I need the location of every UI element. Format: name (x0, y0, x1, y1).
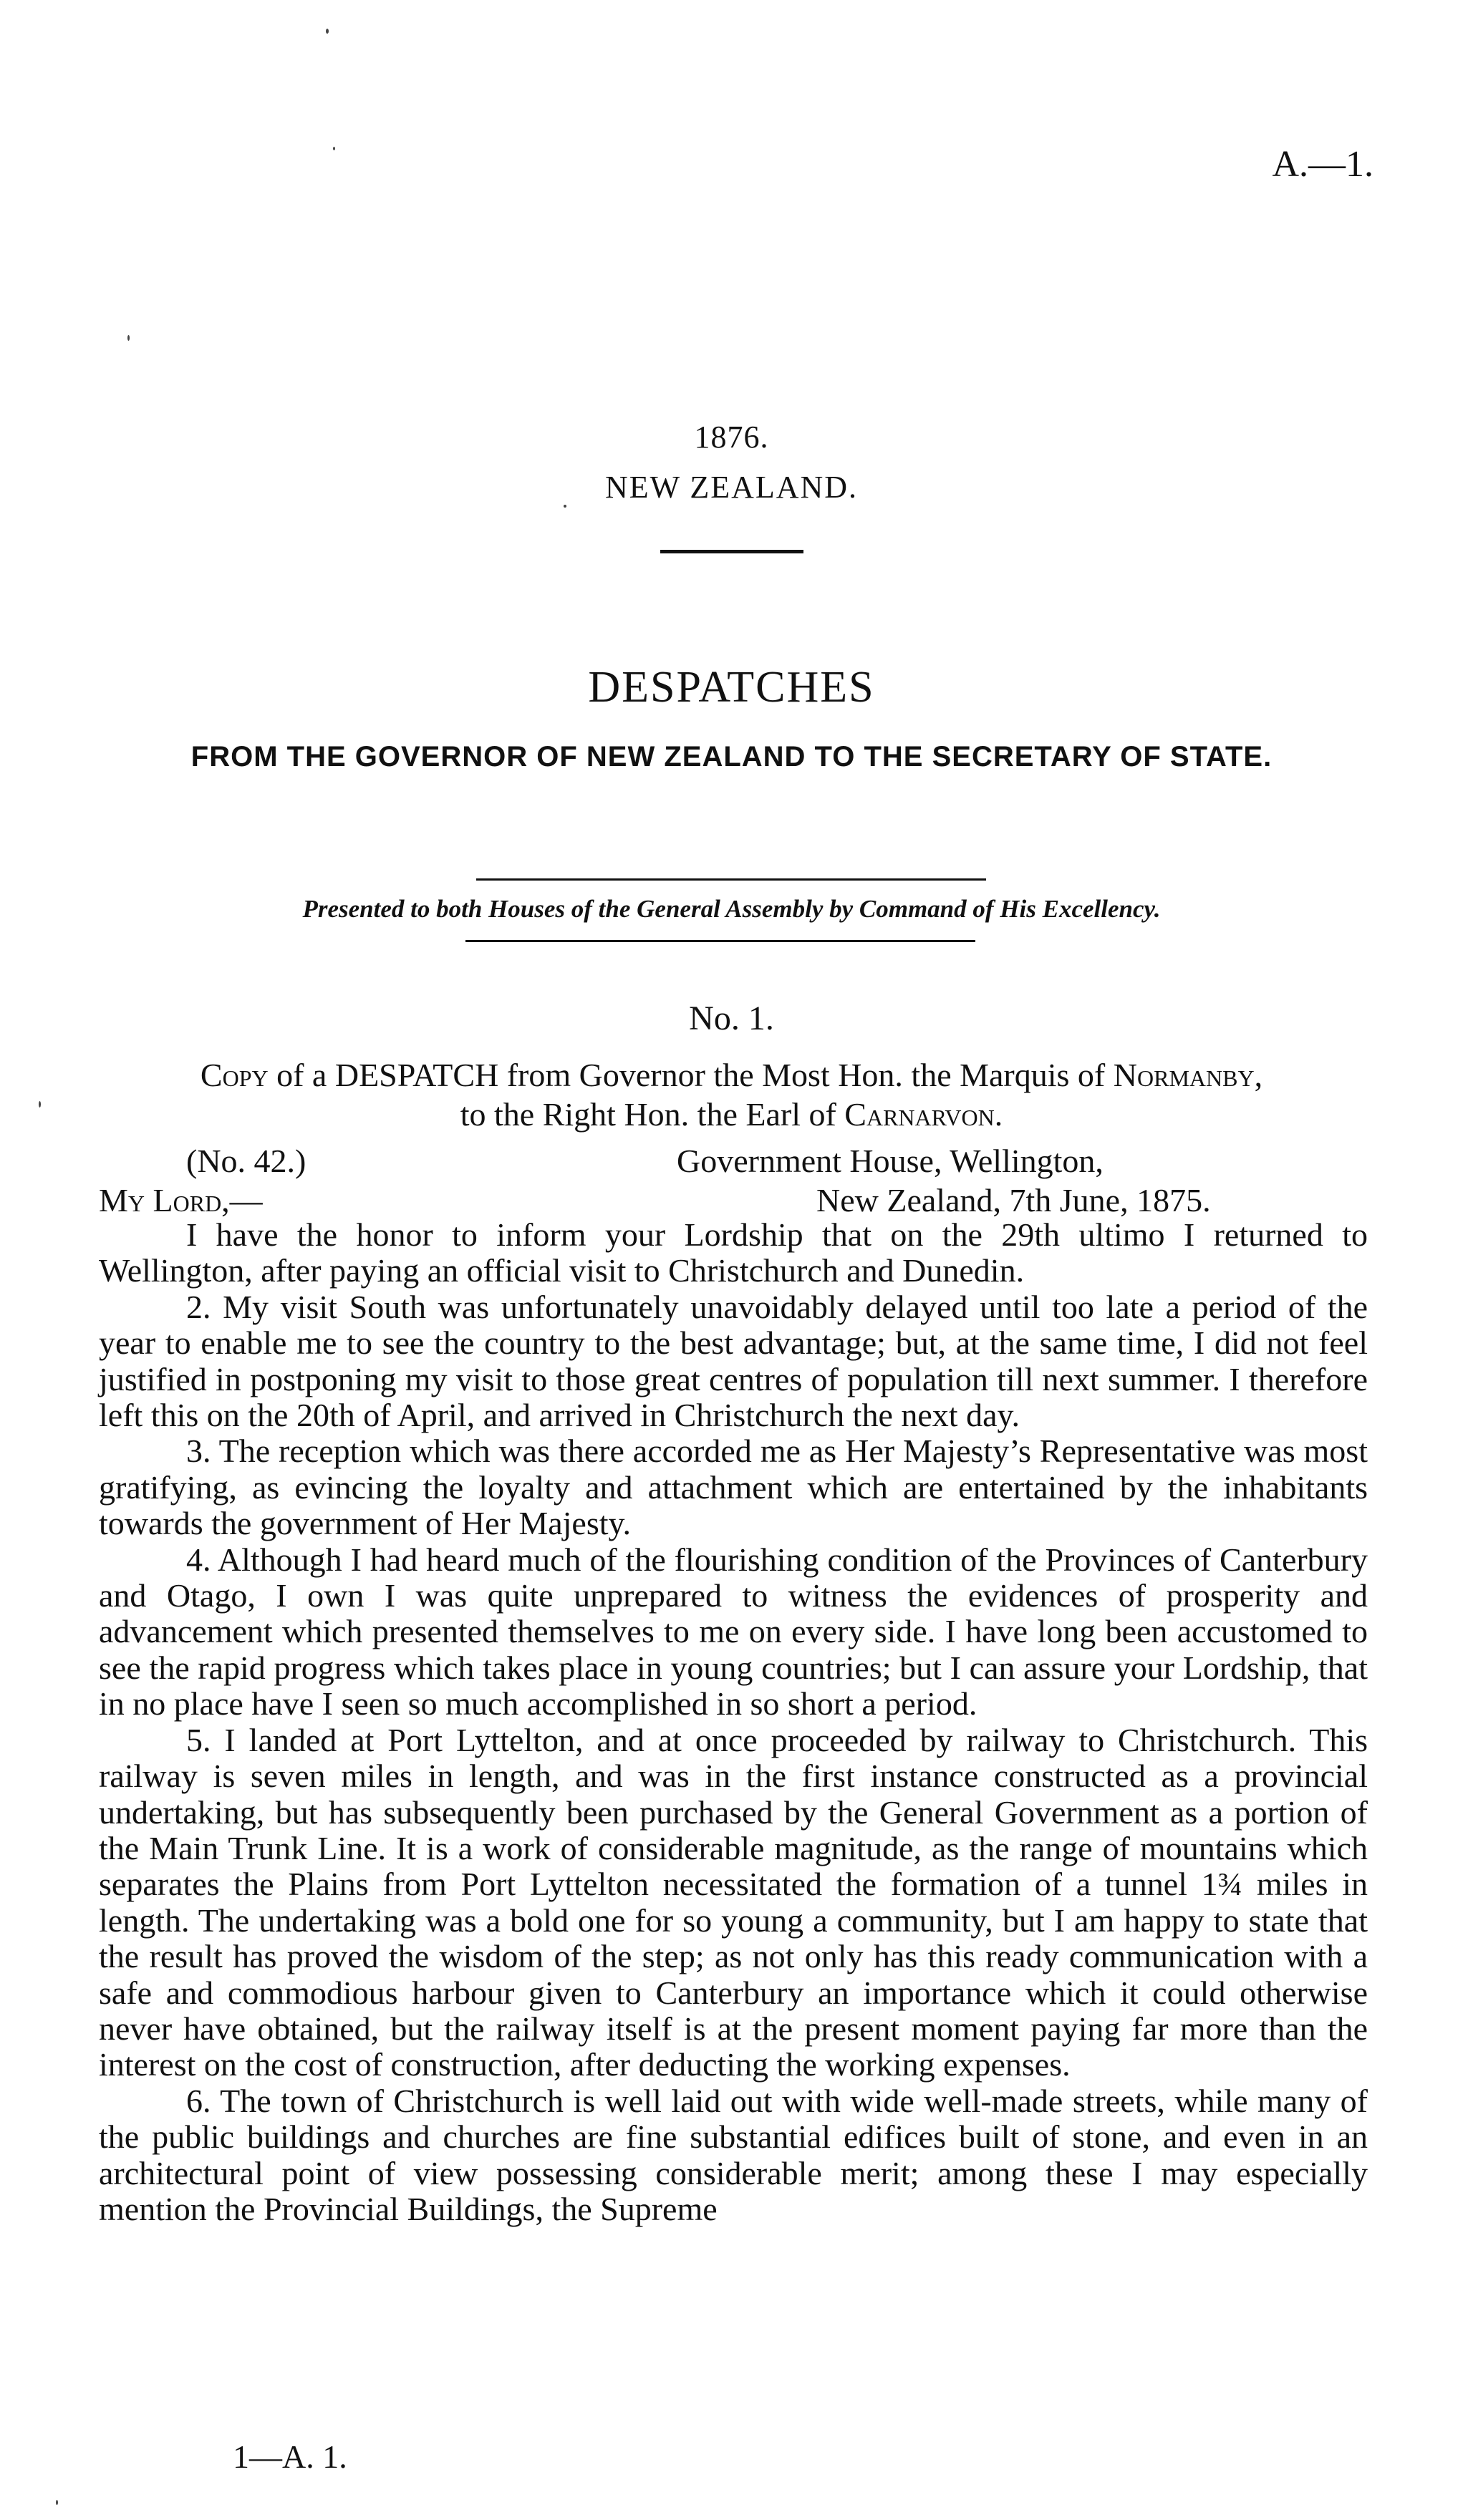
presented-note: Presented to both Houses of the General Assembly by Command of His Excellency. (302, 895, 1161, 923)
print-speck (333, 147, 335, 150)
despatch-date: New Zealand, 7th June, 1875. (816, 1182, 1211, 1218)
sender-name: Normanby, (1113, 1057, 1263, 1093)
document-title: DESPATCHES (588, 663, 875, 712)
paragraph-1: I have the honor to inform your Lordship that on the 29th ultimo I returned to Wellington, after paying an official visit to Christchurch and Dunedin. (99, 1216, 1368, 1289)
paragraph-4: 4. Although I had heard much of the flourishing condition of the Provinces of Canterbury and Otago, I own I was quite unprepared to witness the evidences of prosperity and advancement which presented themselves to me on every side. I have long been accustomed to see the rapid progress which takes place in young countries; but I can assure your Lordship, that in no place have I seen so much accomplished in so short a period. (99, 1541, 1368, 1722)
print-speck (326, 29, 329, 34)
document-subtitle: FROM THE GOVERNOR OF NEW ZEALAND TO THE SECRETARY OF STATE. (190, 741, 1273, 772)
copy-lead: Copy (200, 1057, 269, 1093)
title-divider (660, 550, 803, 553)
printer-signature: 1—A. 1. (233, 2438, 347, 2475)
paragraph-5: 5. I landed at Port Lyttelton, and at once proceeded by railway to Christchurch. This railway is seven miles in length, and was in the first instance constructed as a provincial undertaking, but has subsequently been purchased by the General Government as a portion of the Main Trunk Line. It is a work of considerable magnitude, as the range of mountains which separates the Plains from Port Lyttelton necessitated the formation of a tunnel 1¾ miles in length. The undertaking was a bold one for so young a community, but I am happy to state that the result has proved the wisdom of the step; as not only has this ready communication with a safe and commodious harbour given to Canterbury an importance which it could otherwise never have obtained, but the railway itself is at the present moment paying far more than the interest on the cost of construction, after deducting the working expenses. (99, 1721, 1368, 2083)
despatch-reference: (No. 42.) (186, 1143, 306, 1179)
despatch-place: Government House, Wellington, (677, 1143, 1104, 1179)
despatch-number: No. 1. (689, 999, 774, 1037)
despatch-body (99, 1217, 1368, 2227)
print-speck (56, 2500, 58, 2505)
paragraph-6: 6. The town of Christchurch is well laid out with wide well-made streets, while many of the public buildings and churches are fine substantial edifices built of stone, and even in an architectural point of view possessing considerable merit; among these I may especially mention the Provincial Buildings, the Supreme (99, 2082, 1368, 2227)
presented-rule-top (476, 878, 986, 881)
despatch-addressee (0, 1095, 1463, 1133)
document-country: NEW ZEALAND. (604, 470, 859, 505)
to-line: to the Right Hon. the Earl of (460, 1096, 845, 1133)
paragraph-3: 3. The reception which was there accorded me as Her Majesty’s Representative was most gratifying, as evincing the loyalty and attachment which are entertained by the inhabitants towards the government of Her Majesty. (99, 1433, 1368, 1542)
despatch-heading (0, 1056, 1463, 1094)
page-reference: A.—1. (1272, 144, 1373, 185)
recipient-name: Carnarvon. (844, 1096, 1003, 1133)
document-year: 1876. (694, 420, 769, 455)
print-speck (127, 335, 130, 341)
salutation: My Lord,— (99, 1182, 263, 1218)
paragraph-2: 2. My visit South was unfortunately unavoidably delayed until too late a period of the year to enable me to see the country to the best advantage; but, at the same time, I did not feel justified in postponing my visit to those great centres of population till next summer. I therefore left this on the 20th of April, and arrived in Christchurch the next day. (99, 1288, 1368, 1434)
copy-line: of a DESPATCH from Governor the Most Hon. the Marquis of (268, 1057, 1114, 1093)
presented-rule-bottom (465, 940, 975, 942)
